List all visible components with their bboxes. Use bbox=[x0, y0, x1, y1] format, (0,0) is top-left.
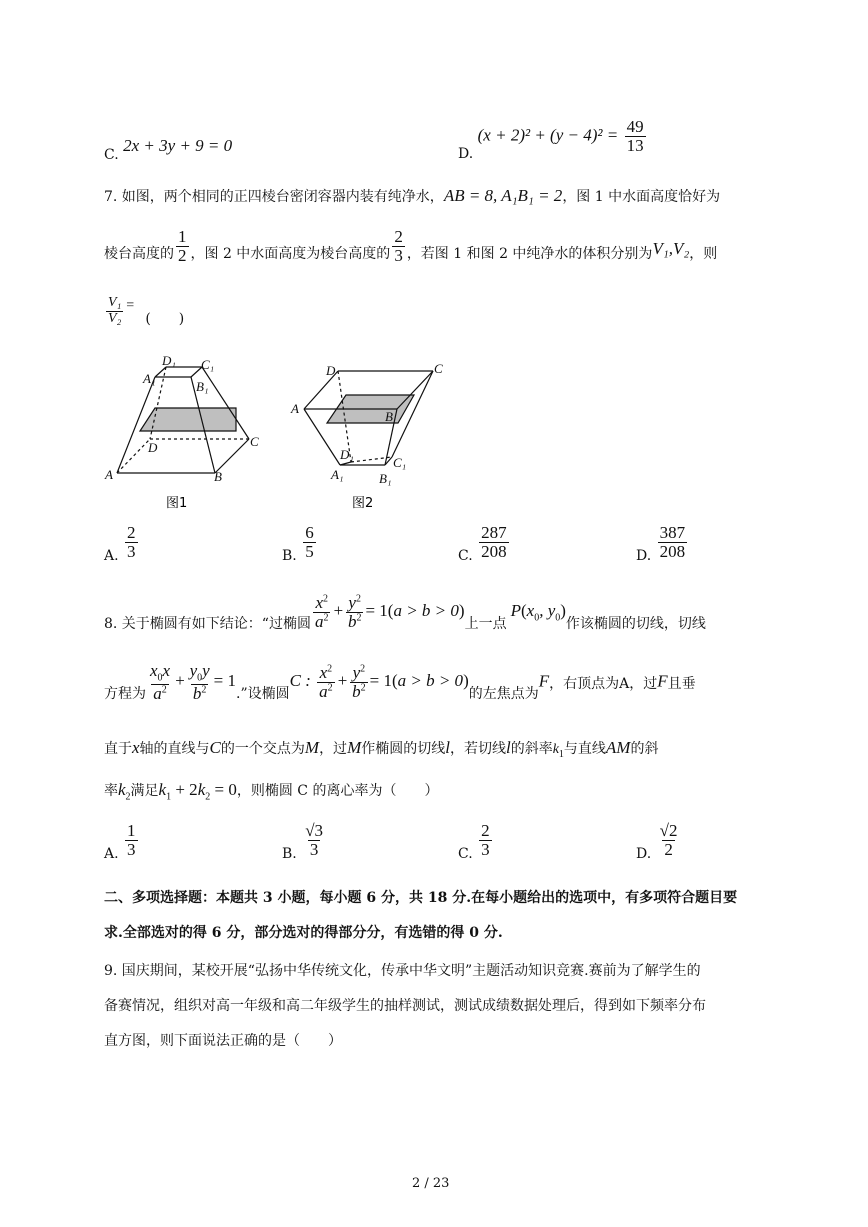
figure-1-caption: 图1 bbox=[166, 496, 188, 511]
label-c1: C₁ bbox=[201, 357, 215, 372]
ellipse-c-equation: C : $\frac{x^2}{a^2}$ + $\frac{y^2}{b^2}$ = 1(a > b > 0) bbox=[289, 663, 469, 701]
page-number: 2 / 23 bbox=[412, 1176, 450, 1191]
ellipse-equation: $\frac{x^2}{a^2}$ + $\frac{y^2}{b^2}$ = 1(a > b > 0) bbox=[314, 593, 465, 631]
label-c: C bbox=[250, 434, 259, 449]
figure-2-frustum bbox=[304, 371, 433, 465]
q7-line2: 棱台高度的 $\frac{1}{2}$ ，图 2 中水面高度为棱台高度的 $\frac{2}{3}$ ，若图 1 和图 2 中纯净水的体积分别为V₁,V₂，则 bbox=[104, 227, 718, 265]
section-2-heading-line2: 求.全部选对的得 6 分，部分选对的得部分分，有选错的得 0 分. bbox=[104, 925, 503, 941]
label-d1: D₁ bbox=[162, 355, 176, 368]
q7-given-lengths: AB = 8, A₁B₁ = 2 bbox=[443, 186, 563, 205]
q7-figures bbox=[100, 355, 460, 515]
figure-1-frustum bbox=[117, 367, 249, 473]
figure-2-caption: 图2 bbox=[352, 496, 374, 511]
q8-line1: 8. 关于椭圆有如下结论：“过椭圆 $\frac{x^2}{a^2}$ + $\frac{y^2}{b^2}$ = 1(a > b > 0)上一点$P(x_0$, $y_0$)作该椭圆的切线，切线 bbox=[104, 593, 706, 633]
label-b1: B₁ bbox=[196, 379, 209, 394]
answer-paren: ( ) bbox=[145, 311, 185, 328]
q8-line3: 直于x轴的直线与C的一个交点为M，过M作椭圆的切线l，若切线l的斜率$k_1$与直线AM的斜 bbox=[104, 738, 659, 760]
label-a: A bbox=[105, 467, 113, 482]
q7-fraction-half: $\frac{1}{2}$ bbox=[178, 227, 187, 265]
label-a1: A₁ bbox=[331, 467, 344, 482]
label-a: A bbox=[291, 401, 299, 416]
q8-option-b: B. $\frac{√3}{3}$ bbox=[282, 821, 324, 863]
q7-option-a: A. $\frac{2}{3}$ bbox=[104, 523, 136, 565]
label-c1: C₁ bbox=[393, 455, 407, 470]
label-b1: B₁ bbox=[379, 471, 392, 486]
q9-line2: 备赛情况，组织对高一年级和高二年级学生的抽样测试，测试成绩数据处理后，得到如下频率分布 bbox=[104, 998, 706, 1014]
label-d: D bbox=[326, 363, 336, 378]
q8-option-a: A. $\frac{1}{3}$ bbox=[104, 821, 136, 863]
section-2-heading-line1: 二、多项选择题：本题共 3 小题，每小题 6 分，共 18 分.在每小题给出的选项中，有多项符合题目要 bbox=[104, 890, 738, 906]
q7-ratio-fraction: $\frac{\text{V₁}}{\text{V₂}}$ bbox=[108, 295, 122, 326]
option-d-fraction: $\frac{49}{13}$ bbox=[626, 117, 644, 155]
q6-option-d bbox=[458, 117, 648, 163]
tangent-equation: $\frac{x_0x}{a^2}$ + $\frac{y_0y}{b^2}$ = 1 bbox=[150, 661, 237, 703]
q7-option-c: C. $\frac{287}{208}$ bbox=[458, 523, 507, 565]
q7-fraction-two-thirds: $\frac{2}{3}$ bbox=[394, 227, 403, 265]
q9-line3: 直方图，则下面说法正确的是（ ） bbox=[104, 1033, 342, 1049]
label-a1: A₁ bbox=[143, 371, 156, 386]
q8-option-c: C. $\frac{2}{3}$ bbox=[458, 821, 490, 863]
q7-line1: 7. 如图，两个相同的正四棱台密闭容器内装有纯净水，AB = 8, A₁B₁ = 2，图 1 中水面高度恰好为 bbox=[104, 186, 721, 205]
label-d: D bbox=[148, 440, 158, 455]
label-d1: D₁ bbox=[340, 447, 354, 462]
figure-1-water-surface bbox=[140, 408, 236, 431]
q8-line4: 率$k_2$满足$k_1 + 2k_2 = 0$，则椭圆 C 的离心率为（ ） bbox=[104, 780, 439, 803]
q6-option-c bbox=[104, 136, 233, 163]
q9-line1: 9. 国庆期间，某校开展“弘扬中华传统文化，传承中华文明”主题活动知识竞赛.赛前为了解学生的 bbox=[104, 963, 701, 979]
label-c: C bbox=[434, 361, 443, 376]
q7-volumes: V₁,V₂ bbox=[652, 239, 690, 259]
q7-option-d: D. $\frac{387}{208}$ bbox=[636, 523, 686, 565]
label-b: B bbox=[214, 469, 222, 484]
option-label: D. bbox=[458, 146, 474, 163]
option-d-equation: (x + 2)² + (y − 4)² = bbox=[477, 125, 619, 145]
option-label: C. bbox=[104, 147, 119, 163]
option-c-equation: 2x + 3y + 9 = 0 bbox=[123, 136, 233, 155]
q7-ratio: $\frac{\text{V₁}}{\text{V₂}}$ = ( ) bbox=[108, 295, 185, 328]
q7-option-b: B. $\frac{6}{5}$ bbox=[282, 523, 314, 565]
point-p: $P(x_0$, $y_0$) bbox=[510, 601, 566, 624]
label-b: B bbox=[385, 409, 393, 424]
q8-line2: 方程为 $\frac{x_0x}{a^2}$ + $\frac{y_0y}{b^2}$ = 1.”设椭圆C : $\frac{x^2}{a^2}$ + $\frac{y^2}{b^2}$ = 1(a > b > 0)的左焦点为F，右顶点为A，过F且垂 bbox=[104, 661, 696, 703]
q8-option-d: D. $\frac{√2}{2}$ bbox=[636, 821, 678, 863]
